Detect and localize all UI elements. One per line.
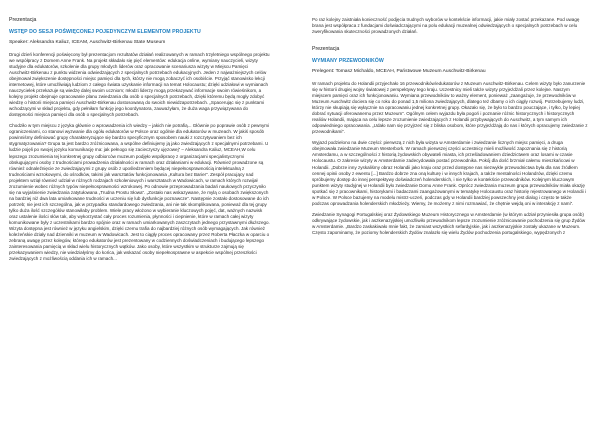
- section-label: Prezentacja: [312, 46, 340, 53]
- speaker-line: Speaker: Aleksandra Kaliuz, ICEAM, Auschwitz-Birkenau State Museum: [9, 40, 166, 46]
- body-paragraph: Wyjazd podzielono na dwie części: pierwszą z nich była wizyta w Amsterdamie i zwiedzanie licznych miejsc pamięci, a druga obejmowała zwiedzanie Muzeum Westerbork. W ramach pierwszej części uczestnicy mieli możliwość zapoznania się z historią Amsterdamu, a w szczególności z historią żydowskich obywateli miasta, ich prześladowaniem dziedzictwem oraz losami w czasie Holocaustu. O zakresie wizyty w Amsterdamie zadecydowała postać przewodnika. Pokój dla dość brzmiał całemu mieszkańcowi w Holandii. „Dobrze inny zyskaliśmy obraz Holandii jako kraju oraz przed dostępne nas niezwykle przewodnictwa była dla nas źródłem cennej opinii osoby z ewentu [...] Bardzo dobrze zna oną kulturę i w innych krajach, a także mentalności Holandrów, dzięki czemu spróbujemy dostęp do innej perspektywy doświadczeń holenderskich, i nie tylko w kontekście przewodników. Kolejnym kluczowym punktem wizyty studyjnej w Holandii było zwiedzanie Domu Anne Frank. Oprócz zwiedzania muzeum grupa przewodników miała okazję spotkać się z pracownikami, historykami i badaczami zaangażowanymi w tematykę Holocaustu oraz historię rejestrowanego w Holandii i w Polsce. W Polsce bazujemy na modelu mistrz-uczeń, podczas gdy w Holandii bardziej powszechny jest dialog i często te także podczas oprowadzania holenderskich młodzieży. Wiemy, że możemy z nimi rozmawiać, że chętnie wejdą oni w interakcję z nami”.: [312, 140, 586, 206]
- body-paragraph: W ramach projektu do Holandii przyjechało 16 przewodników/edukatorów z Muzeum Auschwitz-Birkenau. Celem wizyty było zanurzenie się w historii drugiej wojny światowej z perspektywy tego kraju. Uczestnicy mieli także wizyty przyjeżdżali przez kolejne. Naszym miejscem pamięci oraz ich funkcjonowaniu. Wymiana przewodników to ważny element, ponieważ „zaangażuje, że przewodników w Muzeum Auschwitz dociera się co roku do ponad 1,5 miliona zwiedzających, dlatego też dbamy o ich ciągły rozwój. Potrzebujemy ludzi, którzy nie skupiają się wyłącznie na opracowaniu jednej konkretnej grupy. Okazało się, że było to bardzo pouczające, i tylko, by lepiej dobrać sytuacji oferowanemu przez Muzeum”. Ogólnym celem wyjazdu była pogoń i poznanie różnic historycznych i historycznych realiów Holandii, mająca na celu lepsze zrozumienie zwiedzających z Holandii przybywających do Auschwitz, a tym samym ich odpowiedniego opracowania. „Udało nam się przyjrzeć się z bliska osobom, które przyjeżdżają do nas i których opracujemy zwiedzanie z przewodnikami”.: [312, 80, 588, 135]
- left-column: [9, 17, 271, 267]
- section-label: Prezentacja: [9, 17, 37, 23]
- body-paragraph: Chodziło w tym miejscu z języka głównie o wprowadzenia ich wiedzy – jakich nie potrafią... Głównie po poprawie osób z pewnymi ograniczeniami, co stanowi wyzwanie dla ogółu edukatorów w Polsce oraz ogólnie dla edukatorów w muzeach. W jakiś sposób powinniśmy definiować grupy charakteryzujące się bardzo specyficznym sposobem nauki z rozczytywaniem bez ich stygmatyzowania? Grupa ta jest bardzo zróżnicowana, a wspólne definiujemy ją jako zwiedzających z specjalnymi potrzebami. U ludzie pojęli po swojej języku komunikację ma: jak pełnogo się zacieczyszy ujęzowej” – Aleksandra Kaliuz, MCEAH,W celu lepszego zrozumienia tej konkretnej grupy odbiorców muzeum podjęło współpracę z organizacjami specjalistycznymi obsługującymi osoby z trudnościami prowadzenia działalności w ramach oraz działaniami w edukacji. Również prowadzone są również odnaleźnięcie ze zwiedzającymi z grupy osób z upośledzeniem będącej niepełnosprawnością intelektualną z trudnościami wzrokowymi, do ośrodków, takimi jak warsztatów funkcjonowania „Kultura bez Barier”. Zespół pracujący nad projektem wziął również udział w różnych rodzajach szkoleniowych i warsztatach w Wadowicach, w ramach których rozwijał zrozumienie wobec różnych typów niepełnosprawności wzrokowej. Po odnowie przeprowadzania badań naukowych przyczyniło się na wyjaśnienie zwiedzania zatytułowana „Trudna Prostu Słowa”. „Zostało nas wskazywane, że mylą o osobach zwiększonych na bardziej niż dwa lata umiarkowane trudności w uczeniu się lub dysfunkcje poznawcze”. Następnie zostało dostosowane do ich potrzeb; nie jest ich szczególna, jak w przypadku standardowego zwiedzania, ani nie tak skomplikowana, ponieważ dla tej grupy tylko duża ilość szczegółów stanowiłaby problem. Wiele pracy włożono w wybieranie kluczowych pojęć, dat, ważnych nazwisk oraz ustalenie ilości słów tak, aby wykorzystać cały proces rozumienia, płynności i ciepnienie, które w ramach całej wizyty komunikowane były z uczestnikami bardzo spójnie oraz w ramach umiarkowanych zaszczytach jednego przystawnymi dłuższego. Wizyta dostępna jest również w języku angielskim, dzięki czemu trafia do najbardziej różnych osób wymagających. Jak również koleżeńskie działy nad dzienniki w muzeum w Wadowicach. Jest to ciągły proces opracowany przez Roberta Płaczka w oparciu o zebraną uwagę przez kolegów, którego edukatorów jest prezentowany w codziennych doświadczeniach i budującego lepszego zainteresowania pamięcią w skład wielu historycznych wątków. Jako osoby, które wszystkim w strukturze zajmują się przekazywaniem wiedzy, nie wiedziałyśmy do końca, jak wskazać osoby niepełnosprawne w aspekcie wspólnej przeszłości zwiedzających z możliwością oddania ich w ramach...: [9, 123, 270, 262]
- section-title: WSTĘP DO SESJI POŚWIĘCONEJ POJEDYNCZYM ELEMENTOM PROJEKTU: [9, 28, 201, 35]
- speaker-line: Prelegent: Tomasz Michaldo, MCEAH, Państwowe Muzeum Auschwitz-Birkenau: [312, 69, 486, 75]
- intro-paragraph: Po raz kolejny zaistniała konieczność podjęcia trudnych wyborów w kontekście informacji, jakie miały zostać przekazane. Pod uwagę brana jest współpraca z fundacjami doświadczającymi na polu edukacji muzealnej odwiedzających o specjalnych potrzebach w celu zweryfikowania skuteczności prowadzonych działań.: [312, 17, 580, 35]
- right-column: [312, 17, 588, 241]
- section-title: WYMIANY PRZEWODNIKÓW: [312, 57, 384, 64]
- body-paragraph: Zwiedzanie Synagogi Portugalskiej oraz Żydowskiego Muzeum Historycznego w Amsterdamie (w którym udział przyniesiła grupa osób) odkrywające żydowskie, jak i aszkenazyjskiej umożliwiło przewodnikom lepsze zrozumienie zróżnicowanie pochodzenia się grup Żydów w Amsterdamie. „Bardzo zaskakiwało mnie fakt, że zamiast wszystkich sefardyjskie, jak i aszkenazyjskie zostały ukazane w Muzeum. Często zapominamy, że poziomy holenderskich Żydów znalazło się wielu Żydów pochodzenia portugalskiego, wypędzonych z: [312, 211, 586, 235]
- body-paragraph: Drugi dzień konferencji poświęcony był prezentacjom rezultatów działań realizowanych w ramach trzyletniego wspólnego projektu we współpracy z Domem Anne Frank. Na projekt składało się pięć elementów: edukacja online, wymiany nauczycieli, wizyty studyjne dla edukatorów, szkolenie dla grupy młodych liderów oraz opracowanie scenariusza wizyty w Miejscu Pamięci Auschwitz-Birkenau z punktu widzenia odwiedzających z specjalnych potrzebach edukacyjnych. Jeden z najważniejszych celów obejmował zwiększenie dostępności miejsc pamięci dla tych, którzy nie mogą zobaczyć ich osobiście. Przyjąć stanowisko lekcji internetowej, które umożliwiają ludziom z całego świata uzyskanie informacji na temat Holocaustu; dzięki udziałowi w wymianach nauczycielek przekazuje są wiedzę dalej swoim uczniom; młodzi liderzy mogą przekazywać informacje swoim rówieśnikom, a kolejny projekt obejmuje opracowanie planu zwiedzania dla osób o specjalnych potrzebach, dzięki któremu będą mogły zdobyć wiedzę o historii miejsca pamięci Auschwitz-Birkenau dostosowaną do swoich niewidzapotrzebach. „Spacerując się z punktami wchodzącymi w skład projektu, gdy pełniłam funkcję jego koordynatora, zauważyłam, że duża waga przywiązywana do dostępności miejsca pamięci dla osób o specjalnych potrzebach.: [9, 51, 270, 118]
